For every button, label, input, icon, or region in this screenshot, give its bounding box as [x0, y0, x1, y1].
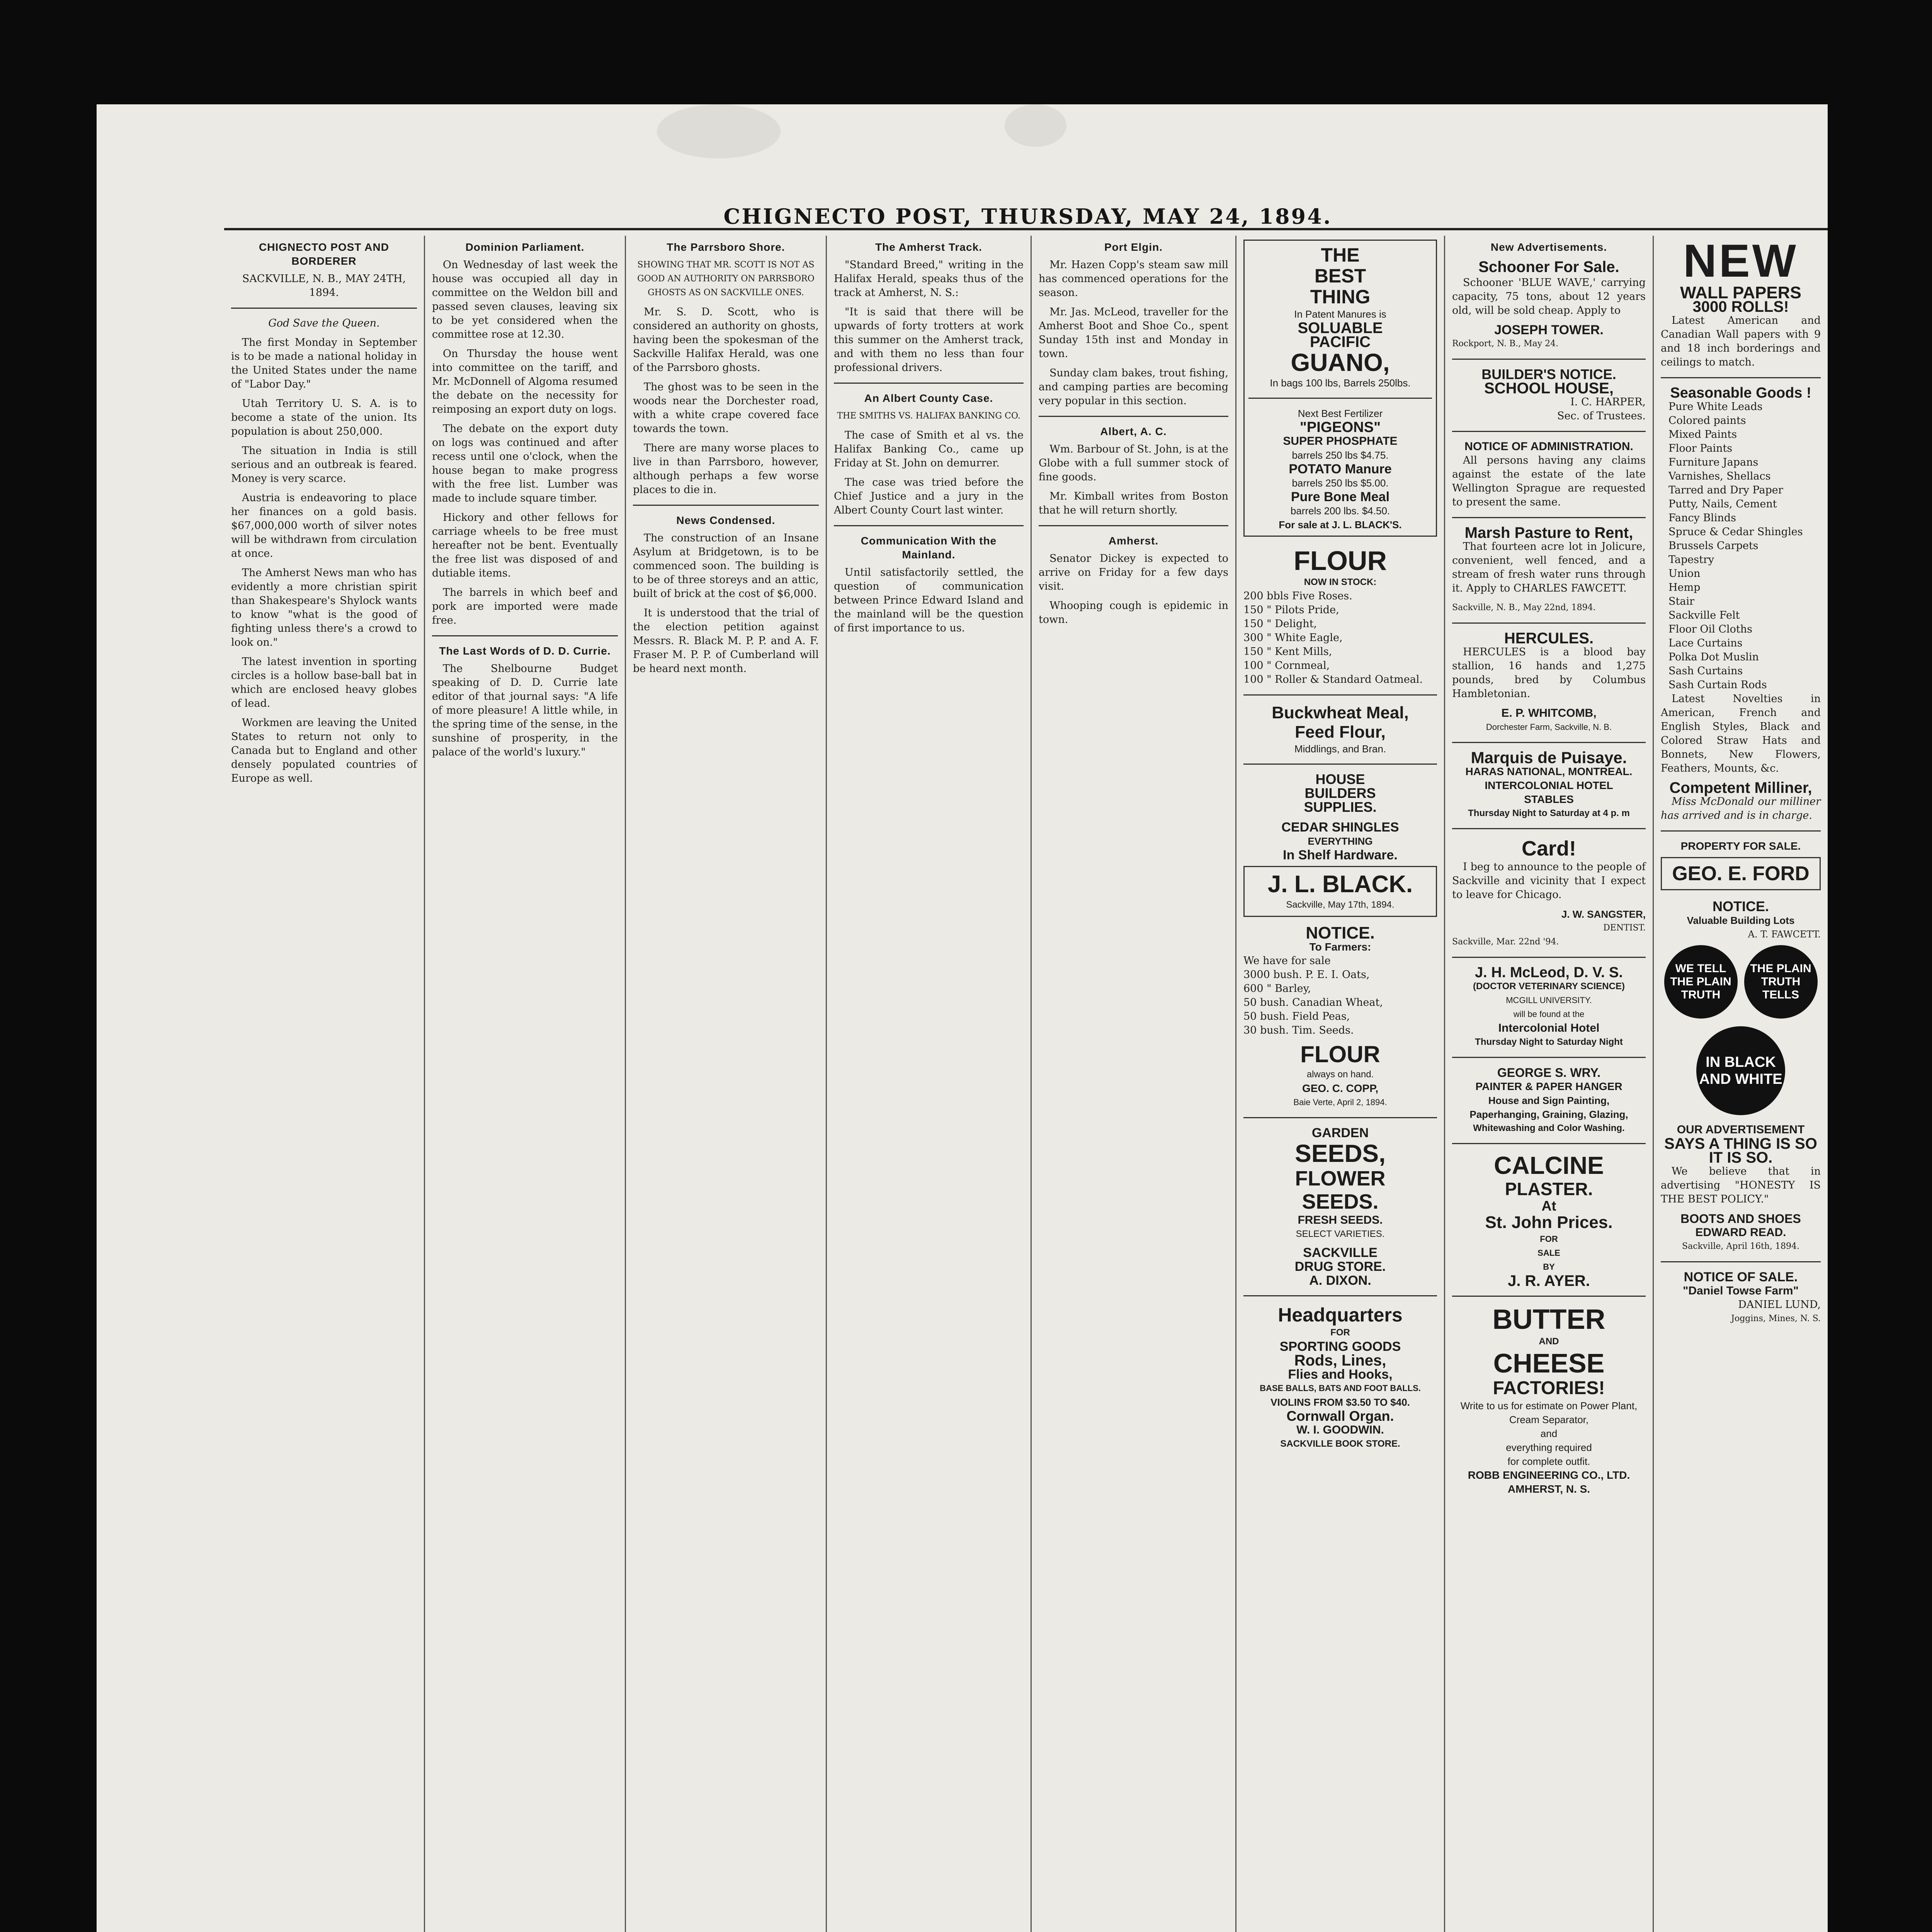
article-paragraph: Mr. Hazen Copp's steam saw mill has commenced operations for the season. [1039, 259, 1228, 299]
article-paragraph: Utah Territory U. S. A. is to become a state of the union. Its population is about 250,000. [231, 398, 417, 437]
article-paragraph: Senator Dickey is expected to arrive on Friday for a few days visit. [1039, 553, 1228, 592]
column-4 [827, 236, 1032, 1932]
article-paragraph: Latest American and Canadian Wall papers with 9 and 18 inch borderings and ceilings to match. [1661, 315, 1821, 368]
schooner-heading: Schooner For Sale. [1478, 259, 1619, 276]
ford-box: GEO. E. FORD [1661, 857, 1821, 890]
list-item: Colored paints [1668, 415, 1746, 427]
flour-ad: FLOUR NOW IN STOCK: 200 bbls Five Roses. 150 " Pilots Pride, 150 " Delight, 300 " White Eagle, 150 " Kent Mills, 100 " Cornmeal, 100 " Roller & Standard Oatmeal. [1243, 546, 1423, 685]
guano-ad: THE BEST THING In Patent Manures is SOLUABLE PACIFIC GUANO, In bags 100 lbs, Barrels 250lbs. Next Best Fertilizer "PIGEONS" SUPER PHOSPHATE barrels 250 lbs $4.75. POTATO Manure barrels 250 lbs $5.00. Pure Bone Meal barrels 200 lbs. $4.50. For sale at J. L. BLACK'S. [1243, 240, 1437, 537]
list-item: Furniture Japans [1668, 456, 1759, 468]
list-item: Varnishes, Shellacs [1668, 470, 1771, 482]
article-paragraph: Whooping cough is epidemic in town. [1039, 600, 1228, 626]
list-item: Brussels Carpets [1668, 540, 1759, 552]
list-item: Sash Curtain Rods [1668, 679, 1767, 691]
list-item: Hemp [1668, 582, 1701, 594]
article-paragraph: "It is said that there will be upwards of forty trotters at work this summer on the Amherst track, and with them no less than four professional drivers. [834, 306, 1024, 374]
motto: God Save the Queen. [268, 317, 380, 329]
sporting-goods-ad: Headquarters FOR SPORTING GOODS Rods, Lines, Flies and Hooks, BASE BALLS, BATS AND FOOT BALLS. VIOLINS FROM $3.50 TO $40. Cornwall Organ. W. I. GOODWIN. SACKVILLE BOOK STORE. [1260, 1304, 1421, 1449]
article-heading: New Advertisements. [1490, 241, 1607, 253]
article-heading: The Last Words of D. D. Currie. [439, 645, 611, 657]
dateline: SACKVILLE, N. B., MAY 24TH, 1894. [242, 273, 406, 299]
article-paragraph: It is understood that the trial of the election petition against Messrs. R. Black M. P. P. and A. F. Fraser M. P. P. of Cumberland will be heard next month. [633, 607, 819, 675]
article-paragraph: Mr. Kimball writes from Boston that he will return shortly. [1039, 490, 1228, 516]
article-paragraph: The barrels in which beef and pork are imported were made free. [432, 587, 618, 626]
article-heading: Amherst. [1108, 535, 1159, 547]
list-item: Tarred and Dry Paper [1668, 484, 1783, 496]
article-heading: Communication With the Mainland. [861, 535, 997, 561]
masthead-title: CHIGNECTO POST, THURSDAY, MAY 24, 1894. [723, 204, 1332, 229]
newspaper-page [97, 104, 1828, 1932]
article-heading: The Amherst Track. [875, 241, 982, 253]
article-paragraph: The Amherst News man who has evidently a more christian spirit than Shakespeare's Shylock wants to know "what is the good of fighting unless there's a crowd to look on." [231, 567, 417, 648]
article-paragraph: I beg to announce to the people of Sackville and vicinity that I expect to leave for Chicago. [1452, 861, 1646, 901]
column-7: New Advertisements. Schooner For Sale. Schooner 'BLUE WAVE,' carrying capacity, 75 tons, about 12 years old, will be sold cheap. Apply to JOSEPH TOWER. Rockport, N. B., May 24. BUILDER'S NOTICE. SCHOOL HOUSE, I. C. HARPER, Sec. of Trustees. NOTICE OF ADMINISTRATION. All persons having any claims against the estate of the late Wellington Sprague are requested to present the same. Marsh Pasture to Rent, That fourteen acre lot in Jolicure, convenient, well fenced, and a stream of fresh water runs through it. Apply to CHARLES FAWCETT. Sackville, N. B., May 22nd, 1894. HERCULES. HERCULES is a blood bay stallion, 16 hands and 1,275 pounds, bred by Columbus Hambletonian. E. P. WHITCOMB, Dorchester Farm, Sackville, N. B. Marquis de Puisaye. HARAS NATIONAL, MONTREAL. INTERCOLONIAL HOTEL STABLES Thursday Night to Saturday at 4 p. m Card! I beg to announce to the people of Sackville and vicinity that I expect to leave for Chicago. J. W. SANGSTER, DENTIST. Sackville, Mar. 22nd '94. J. H. McLeod, D. V. S. (DOCTOR VETERINARY SCIENCE) MCGILL UNIVERSITY. will be found at the Intercolonial Hotel Thursday Night to Saturday Night GEORGE S. WRY. PAINTER & PAPER HANGER House and Sign Painting, Paperhanging, Graining, Glazing, Whitewashing and Color Washing. CALCINE PLASTER. At St. John Prices. FOR SALE BY J. R. AYER. BUTTER AND CHEESE FACTORIES! Write to us for estimate on Power Plant, Cream Separator, and everything required for complete outfit. ROBB ENGINEERING CO., LTD. AMHERST, N. S. [1445, 236, 1654, 1932]
article-heading: News Condensed. [676, 514, 776, 526]
list-item: Floor Oil Cloths [1668, 623, 1753, 635]
article-paragraph: The case was tried before the Chief Justice and a jury in the Albert County Court last winter. [834, 476, 1024, 516]
column-1 [224, 236, 425, 1932]
list-item: Polka Dot Muslin [1668, 651, 1759, 663]
column-8: NEW WALL PAPERS 3000 ROLLS! Latest American and Canadian Wall papers with 9 and 18 inch borderings and ceilings to match. Seasonable Goods ! Pure White Leads Colored paints Mixed Paints Floor Paints Furniture Japans Varnishes, Shellacs Tarred and Dry Paper Putty, Nails, Cement Fancy Blinds Spruce & Cedar Shingles Brussels Carpets Tapestry Union Hemp Stair Sackville Felt Floor Oil Cloths Lace Curtains Polka Dot Muslin Sash Curtains Sash Curtain Rods Latest Novelties in American, French and English Styles, Black and Colored Straw Hats and Bonnets, New Flowers, Feathers, Mounts, &c. Competent Milliner, Miss McDonald our milliner has arrived and is in charge. PROPERTY FOR SALE. GEO. E. FORD NOTICE. Valuable Building Lots A. T. FAWCETT. WE TELL THE PLAIN TRUTH THE PLAIN TRUTH TELLS IN BLACK AND WHITE OUR ADVERTISEMENT SAYS A THING IS SO IT IS SO. We believe that in advertising "HONESTY IS THE BEST POLICY." BOOTS AND SHOES EDWARD READ. Sackville, April 16th, 1894. NOTICE OF SALE. "Daniel Towse Farm" DANIEL LUND, Joggins, Mines, N. S. [1661, 236, 1821, 1323]
article-paragraph: All persons having any claims against the estate of the late Wellington Sprague are requested to present the same. [1452, 454, 1646, 508]
paper-heading: CHIGNECTO POST AND BORDERER [259, 241, 389, 267]
article-heading: Port Elgin. [1104, 241, 1163, 253]
masthead [224, 205, 1828, 230]
article-paragraph: Until satisfactorily settled, the question of communication between Prince Edward Island and the mainland will be the question of first importance to us. [834, 566, 1024, 634]
list-item: Pure White Leads [1668, 401, 1763, 413]
article-paragraph: Mr. S. D. Scott, who is considered an authority on ghosts, having been the spokesman of the Sackville Halifax Herald, was one of the Parrsboro ghosts. [633, 306, 819, 374]
black-and-white-seal: IN BLACK AND WHITE [1696, 1026, 1785, 1115]
column-3 [626, 236, 827, 1932]
list-item: Floor Paints [1668, 442, 1733, 454]
article-paragraph: The construction of an Insane Asylum at Bridgetown, is to be commenced soon. The building is to be of three storeys and an attic, built of brick at the cost of $6,000. [633, 532, 819, 600]
plain-truth-seal: THE PLAIN TRUTH TELLS [1744, 945, 1818, 1019]
article-paragraph: On Thursday the house went into committee on the tariff, and Mr. McDonnell of Algoma resumed the debate on the necessity for reimposing an export duty on logs. [432, 348, 618, 415]
article-heading: Dominion Parliament. [465, 241, 585, 253]
list-item: Putty, Nails, Cement [1668, 498, 1777, 510]
list-item: Tapestry [1668, 554, 1714, 566]
article-heading: Albert, A. C. [1100, 425, 1167, 437]
article-heading: The Parrsboro Shore. [667, 241, 785, 253]
article-lead: THE SMITHS VS. HALIFAX BANKING CO. [837, 411, 1020, 421]
article-paragraph: The situation in India is still serious and an outbreak is feared. Money is very scarce. [231, 445, 417, 485]
list-item: Fancy Blinds [1668, 512, 1736, 524]
seal-row [1661, 941, 1821, 1022]
list-item: Spruce & Cedar Shingles [1668, 526, 1803, 538]
article-paragraph: On Wednesday of last week the house was occupied all day in committee on the Weldon bill and passed seven clauses, leaving six to be yet considered when the committee rose at 12.30. [432, 259, 618, 340]
goods-list [1661, 400, 1821, 692]
column-5 [1032, 236, 1236, 1932]
article-paragraph: "Standard Breed," writing in the Halifax Herald, speaks thus of the track at Amherst, N. S.: [834, 259, 1024, 299]
garden-seeds-ad: GARDEN SEEDS, FLOWER SEEDS. FRESH SEEDS. SELECT VARIETIES. SACKVILLE DRUG STORE. A. DIXON. [1294, 1126, 1386, 1288]
article-paragraph: Sunday clam bakes, trout fishing, and camping parties are becoming very popular in this section. [1039, 367, 1228, 407]
article-lead: SHOWING THAT MR. SCOTT IS NOT AS GOOD AN AUTHORITY ON PARRSBORO GHOSTS AS ON SACKVILLE ONES. [637, 260, 815, 298]
article-paragraph: We believe that in advertising "HONESTY IS THE BEST POLICY." [1661, 1165, 1821, 1205]
new-banner: NEW [1683, 236, 1798, 287]
plain-truth-seal: WE TELL THE PLAIN TRUTH [1664, 945, 1738, 1019]
article-heading: An Albert County Case. [864, 392, 993, 404]
column-2 [425, 236, 626, 1932]
article-paragraph: The case of Smith et al vs. the Halifax Banking Co., came up Friday at St. John on demurrer. [834, 429, 1024, 469]
article-paragraph: Workmen are leaving the United States to return not only to Canada but to England and other densely populated countries of Europe as well. [231, 717, 417, 784]
article-paragraph: HERCULES is a blood bay stallion, 16 hands and 1,275 pounds, bred by Columbus Hambletonian. [1452, 646, 1646, 700]
list-item: Sackville Felt [1668, 609, 1740, 621]
article-paragraph: The debate on the export duty on logs was continued and after recess until one o'clock, when the house began to make progress with the free list. Lumber was made to include square timber. [432, 423, 618, 504]
list-item: Stair [1668, 595, 1694, 607]
article-paragraph: The Shelbourne Budget speaking of D. D. Currie late editor of that journal says: "A life of more pleasure! A little while, in the spring time of the sense, in the sunshine of prosperity, in the palace of the world's luxury." [432, 663, 618, 758]
article-paragraph: Miss McDonald our milliner has arrived and is in charge. [1661, 796, 1821, 821]
farmers-notice: NOTICE. To Farmers: We have for sale 3000 bush. P. E. I. Oats, 600 " Barley, 50 bush. Canadian Wheat, 50 bush. Field Peas, 30 bush. Tim. Seeds. FLOUR always on hand. GEO. C. COPP, Baie Verte, April 2, 1894. [1243, 923, 1387, 1107]
column-6 [1236, 236, 1445, 1932]
article-paragraph: Schooner 'BLUE WAVE,' carrying capacity, 75 tons, about 12 years old, will be sold cheap. Apply to [1452, 277, 1646, 316]
article-paragraph: The ghost was to be seen in the woods near the Dorchester road, with a white crape covered face towards the town. [633, 381, 819, 435]
article-paragraph: The latest invention in sporting circles is a hollow base-ball bat in which are enclosed heavy globes of lead. [231, 656, 417, 709]
buckwheat-ad: Buckwheat Meal, Feed Flour, Middlings, and Bran. [1272, 703, 1409, 755]
article-paragraph: That fourteen acre lot in Jolicure, convenient, well fenced, and a stream of fresh water runs through it. Apply to CHARLES FAWCETT. [1452, 541, 1646, 594]
list-item: Union [1668, 568, 1701, 580]
builders-supplies-ad: HOUSE BUILDERS SUPPLIES. CEDAR SHINGLES EVERYTHING In Shelf Hardware. [1281, 771, 1399, 862]
article-paragraph: Austria is endeavoring to place her finances on a gold basis. $67,000,000 worth of silver notes will be withdrawn from circulation at once. [231, 492, 417, 560]
article-paragraph: The first Monday in September is to be made a national holiday in the United States under the name of "Labor Day." [231, 337, 417, 390]
black-signature: J. L. BLACK. Sackville, May 17th, 1894. [1243, 866, 1437, 917]
article-paragraph: Mr. Jas. McLeod, traveller for the Amherst Boot and Shoe Co., spent Sunday 15th inst and Monday in town. [1039, 306, 1228, 360]
list-item: Sash Curtains [1668, 665, 1743, 677]
article-paragraph: Hickory and other fellows for carriage wheels to be free must hereafter not be bent. Eventually the free list was disposed of and dutiable items. [432, 512, 618, 579]
list-item: Lace Curtains [1668, 637, 1743, 649]
article-paragraph: Latest Novelties in American, French and English Styles, Black and Colored Straw Hats and Bonnets, New Flowers, Feathers, Mounts, &c. [1661, 693, 1821, 774]
list-item: Mixed Paints [1668, 429, 1737, 440]
article-paragraph: Wm. Barbour of St. John, is at the Globe with a full summer stock of fine goods. [1039, 443, 1228, 483]
article-paragraph: There are many worse places to live in than Parrsboro, however, although perhaps a few worse places to die in. [633, 442, 819, 496]
